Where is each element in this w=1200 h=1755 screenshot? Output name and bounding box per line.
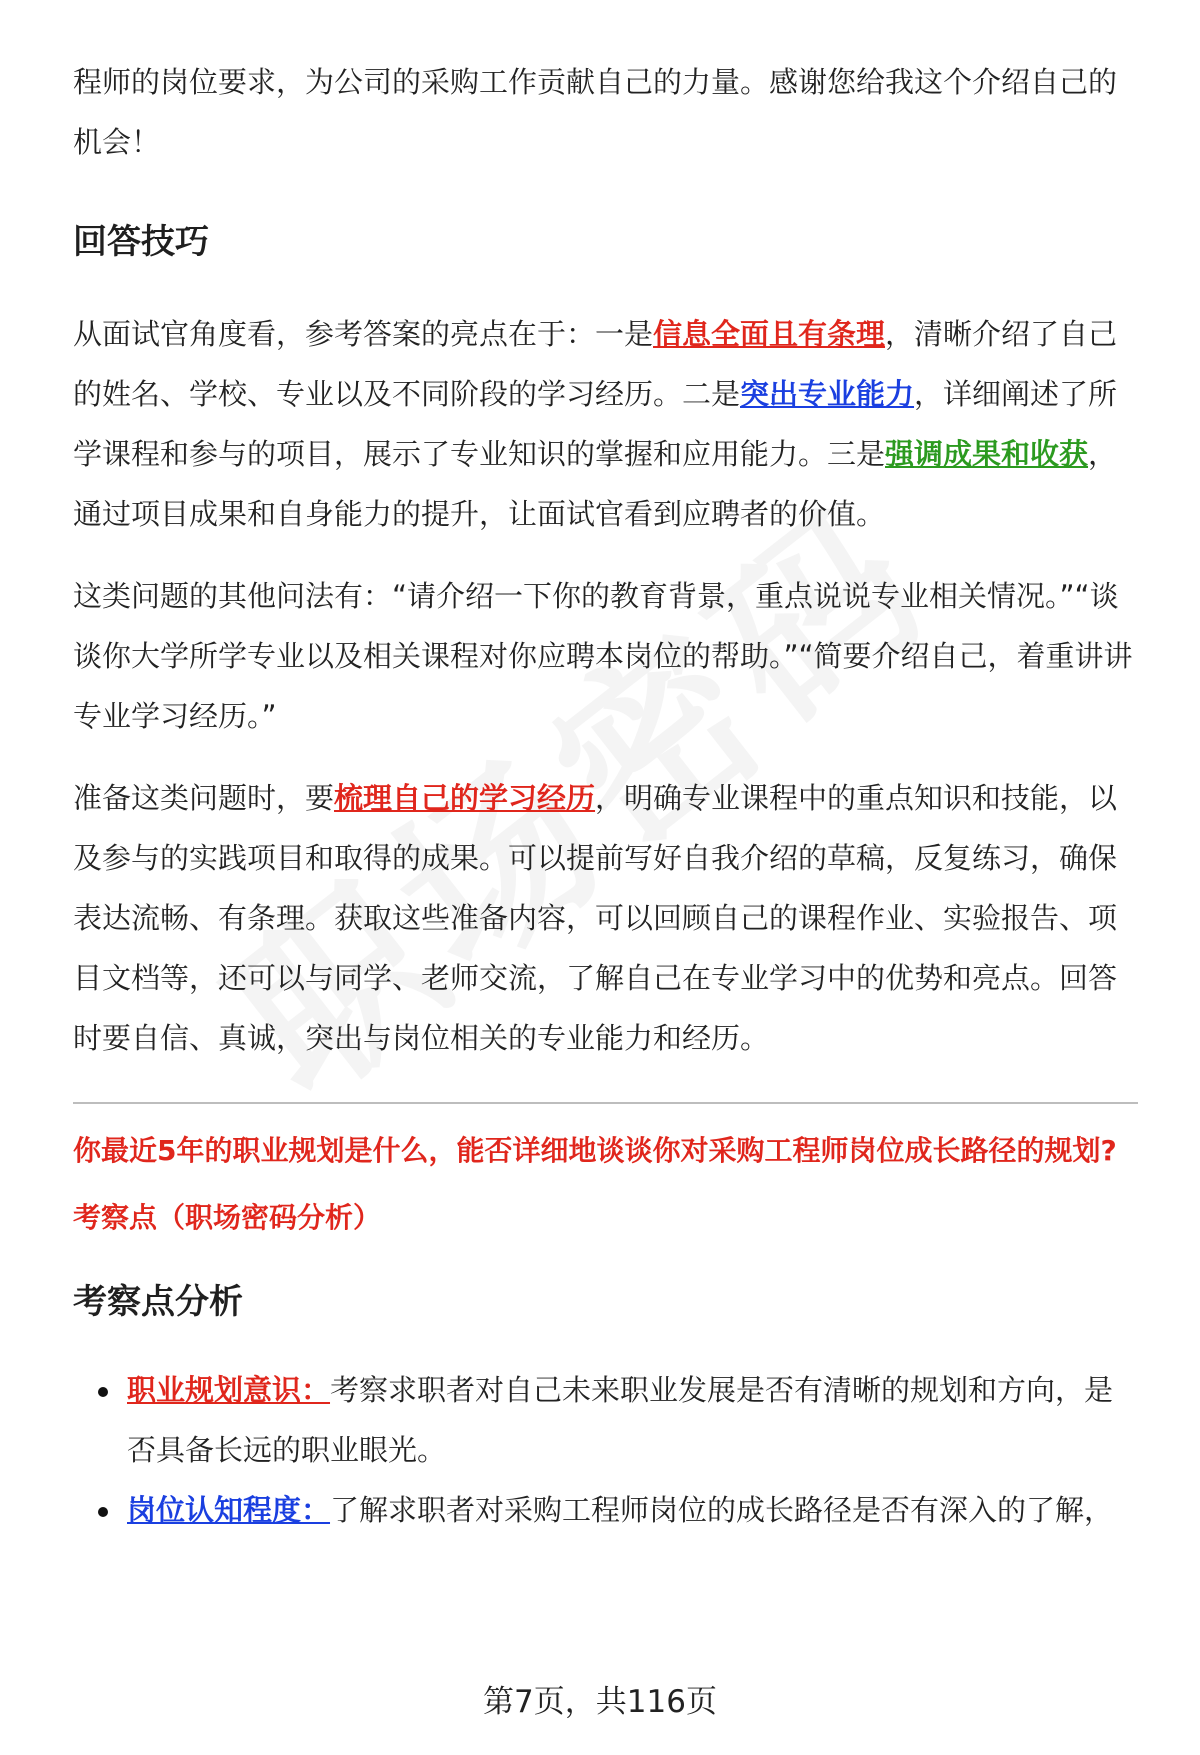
highlight-info-complete: 信息全面且有条理 — [653, 317, 886, 351]
list-item — [73, 1360, 1138, 1480]
page-content — [73, 52, 1138, 1540]
text-span: 从面试官角度看，参考答案的亮点在于：一是 — [73, 317, 654, 351]
highlight-professional-ability: 突出专业能力 — [740, 377, 915, 411]
answer-tips-paragraph-1 — [73, 304, 1138, 544]
point-label-role-cognition: 岗位认知程度： — [127, 1493, 331, 1527]
text-span: 准备这类问题时，要 — [73, 781, 335, 815]
bullet-icon — [98, 1387, 108, 1397]
answer-tips-paragraph-3 — [73, 768, 1138, 1068]
point-text: 了解求职者对采购工程师岗位的成长路径是否有深入的了解， — [330, 1493, 1114, 1527]
text-span: ，明确专业课程中的重点知识和技能，以及参与的实践项目和取得的成果。可以提前写好自我介绍的草稿，反复练习，确保表达流畅、有条理。获取这些准备内容，可以回顾自己的课程作业、实验报告、项目文档等，还可以与同学、老师交流，了解自己在专业学习中的优势和亮点。回答时要自信、真诚，突出与岗位相关的专业能力和经历。 — [73, 781, 1118, 1055]
answer-tips-heading: 回答技巧 — [73, 222, 209, 262]
point-label-career-planning: 职业规划意识： — [127, 1373, 331, 1407]
text-span: ，详细阐述了所学课程和参与的项目，展示了专业知识的掌握和应用能力。三是 — [73, 377, 1118, 471]
assessment-point-label: 考察点（职场密码分析） — [73, 1201, 382, 1234]
answer-tips-paragraph-2: 这类问题的其他问法有：“请介绍一下你的教育背景，重点说说专业相关情况。”“谈谈你大学所学专业以及相关课程对你应聘本岗位的帮助。”“简要介绍自己，着重讲讲专业学习经历。” — [73, 579, 1133, 733]
highlight-results-gains: 强调成果和收获 — [885, 437, 1089, 471]
bullet-icon — [98, 1507, 108, 1517]
text-span: ，清晰介绍了自己的姓名、学校、专业以及不同阶段的学习经历。二是 — [73, 317, 1118, 411]
text-span: ，通过项目成果和自身能力的提升，让面试官看到应聘者的价值。 — [73, 437, 1118, 531]
highlight-review-study: 梳理自己的学习经历 — [334, 781, 596, 815]
intro-tail-paragraph: 程师的岗位要求，为公司的采购工作贡献自己的力量。感谢您给我这个介绍自己的机会！ — [73, 65, 1118, 159]
assessment-points-list — [73, 1360, 1138, 1540]
point-text: 考察求职者对自己未来职业发展是否有清晰的规划和方向，是否具备长远的职业眼光。 — [127, 1373, 1114, 1467]
interview-question: 你最近5年的职业规划是什么，能否详细地谈谈你对采购工程师岗位成长路径的规划? — [73, 1134, 1117, 1167]
assessment-analysis-heading: 考察点分析 — [73, 1282, 243, 1322]
list-item — [73, 1480, 1138, 1540]
page-number-footer: 第7页，共116页 — [483, 1684, 717, 1720]
